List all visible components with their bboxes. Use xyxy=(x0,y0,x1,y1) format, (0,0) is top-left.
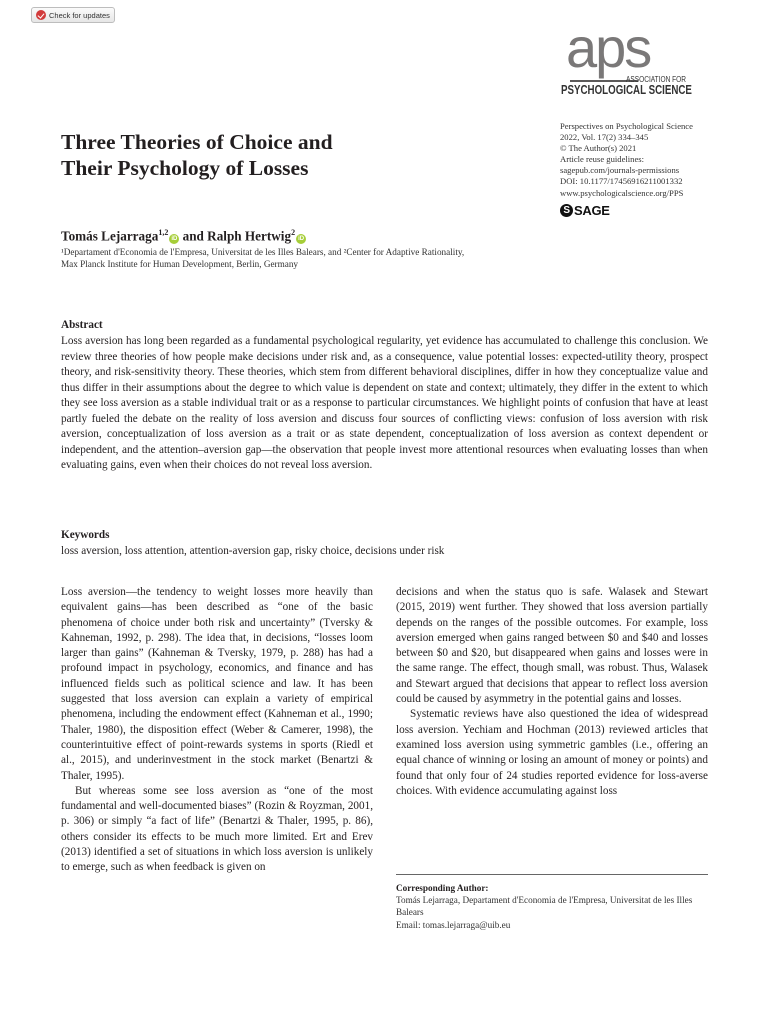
body-column-left xyxy=(61,585,373,876)
abstract-heading: Abstract xyxy=(61,319,103,331)
body-paragraph: But whereas some see loss aversion as “one of the most fundamental and well-documented biases” (Rozin & Royzman, 2001, p. 306) or simply “a fact of life” (Benartzi & Thaler, 1995, p. 86), others consider its effects to be much more limited. Ert and Erev (2013) identified a set of situations in which loss aversion is unlikely to emerge, such as when feedback is given on xyxy=(61,784,373,874)
affiliation-line: ¹Departament d'Economia de l'Empresa, Universitat de les Illes Balears, and ²Center for Adaptive Rationality, xyxy=(61,247,465,257)
author-conjunction: and xyxy=(179,228,208,244)
orcid-icon[interactable]: iD xyxy=(171,236,178,243)
journal-name: Perspectives on Psychological Science xyxy=(560,121,693,131)
author-name: Ralph Hertwig xyxy=(207,228,292,244)
title-line-2: Their Psychology of Losses xyxy=(61,156,309,180)
doi-link[interactable]: DOI: 10.1177/17456916211001332 xyxy=(560,176,683,187)
sage-wordmark: SAGE xyxy=(574,203,610,218)
copyright: © The Author(s) 2021 xyxy=(560,143,637,154)
permissions-link[interactable]: sagepub.com/journals-permissions xyxy=(560,165,680,176)
citation: 2022, Vol. 17(2) 334–345 xyxy=(560,132,649,143)
logo-society: PSYCHOLOGICAL SCIENCE xyxy=(561,83,692,97)
footnote-divider xyxy=(396,874,708,875)
author-name: Tomás Lejarraga xyxy=(61,228,159,244)
keywords-text: loss aversion, loss attention, attention-aversion gap, risky choice, decisions under risk xyxy=(61,545,445,557)
corresponding-email[interactable]: Email: tomas.lejarraga@uib.eu xyxy=(396,919,511,930)
author-line xyxy=(61,228,306,244)
corresponding-author xyxy=(396,882,708,931)
journal-meta xyxy=(560,121,760,199)
journal-site-link[interactable]: www.psychologicalscience.org/PPS xyxy=(560,187,684,198)
affiliations xyxy=(61,246,551,270)
author-affil-sup: 1,2 xyxy=(158,228,169,237)
author-affil-sup: 2 xyxy=(291,228,296,237)
sage-s-icon: S xyxy=(560,204,573,217)
corresponding-heading: Corresponding Author: xyxy=(396,883,489,893)
aps-wordmark: aps xyxy=(566,16,651,79)
body-column-right xyxy=(396,585,708,799)
orcid-icon[interactable]: iD xyxy=(298,236,305,243)
keywords-heading: Keywords xyxy=(61,529,110,541)
body-paragraph: Loss aversion—the tendency to weight losses more heavily than equivalent gains—has been described as “one of the basic phenomena of choice under both risk and uncertainty” (Tversky & Kahneman, 1992, p. 298). The idea that, in decisions, “losses loom larger than gains” (Kahneman & Tversky, 1979, p. 288) has had a profound impact in psychology, economics, and finance and has influenced fields such as political science and law. It has been suggested that loss aversion can explain a variety of empirical phenomena, including the endowment effect (Kahneman et al., 1990; Thaler, 1980), the disposition effect (Weber & Camerer, 1998), the counterintuitive effect of point-rewards systems in sports (Riedl et al., 2015), and underinvestment in the stock market (Benartzi & Thaler, 1995). xyxy=(61,586,373,782)
article-title xyxy=(61,129,461,181)
aps-logo xyxy=(561,16,692,106)
reuse-guidelines: Article reuse guidelines: xyxy=(560,154,644,165)
affiliation-line: Max Planck Institute for Human Development, Berlin, Germany xyxy=(61,259,299,270)
check-for-updates-label: Check for updates xyxy=(49,10,110,20)
check-for-updates-button[interactable] xyxy=(31,7,115,23)
title-line-1: Three Theories of Choice and xyxy=(61,130,333,154)
body-paragraph: decisions and when the status quo is safe. Walasek and Stewart (2015, 2019) went further. They showed that loss aversion partially depends on the ranges of the possible outcomes. For example, loss aversion emerged when gains ranged between $0 and $40 and losses between $0 and $20, but disappeared when gains and losses were in the same range. The effect, though small, was robust. Thus, Walasek and Stewart argued that decisions that appear to reflect loss aversion could be caused by asymmetry in the potential gains and losses. xyxy=(396,586,708,706)
corresponding-name: Tomás Lejarraga, Departament d'Economia de l'Empresa, Universitat de les Illes Balears xyxy=(396,895,693,918)
sage-logo xyxy=(560,203,610,218)
body-paragraph: Systematic reviews have also questioned the idea of widespread loss aversion. Yechiam and Hochman (2013) reviewed articles that examined loss aversion using symmetric gambles (i.e., offering an equal chance of winning or losing an amount of money or points) and found that only four of 24 studies reported evidence for loss-averse choices. With evidence accumulating against loss xyxy=(396,708,708,797)
check-icon xyxy=(36,10,46,20)
abstract-text: Loss aversion has long been regarded as a fundamental psychological regularity, yet evidence has accumulated to challenge this conclusion. We review three theories of how people make decisions under risk and, as a consequence, value potential losses: expected-utility theory, prospect theory, and risk-sensitivity theory. These theories, which stem from different behavioral disciplines, differ in how they conceptualize value and thus differ in their assumptions about the degree to which value is dependent on state and context; ultimately, they differ in the extent to which they see loss aversion as a stable individual trait or as a response to particular circumstances. We highlight points of confusion that have at least partly fueled the debate on the reality of loss aversion and discuss four sources of conflicting views: confusion of loss aversion with risk aversion, conceptualization of loss aversion as a trait or as state dependent, conceptualization of loss aversion as context dependent or independent, and the attention–aversion gap—the observation that people invest more attentional resources when evaluating losses than when evaluating gains, even when their choices do not reveal loss aversion. xyxy=(61,335,708,472)
logo-association: ASSOCIATION FOR xyxy=(626,75,687,84)
